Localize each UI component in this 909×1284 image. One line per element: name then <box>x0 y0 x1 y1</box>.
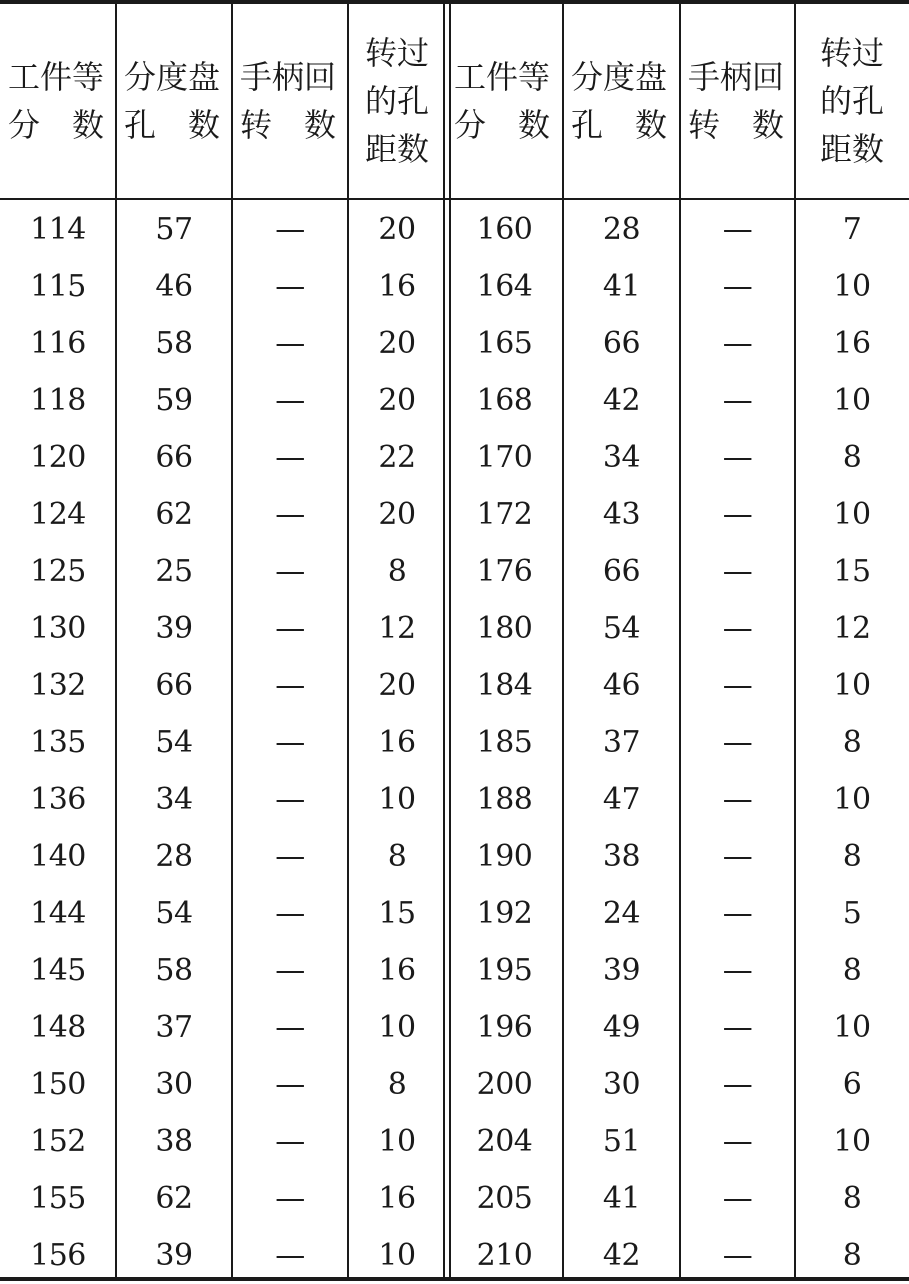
table-cell: 54 <box>602 611 641 646</box>
table-cell: 59 <box>155 383 193 418</box>
table-cell: 205 <box>476 1181 533 1216</box>
table-cell: — <box>275 896 305 931</box>
table-cell: 34 <box>602 440 641 475</box>
table-cell: 12 <box>833 611 871 646</box>
table-cell: — <box>275 839 305 874</box>
table-cell: 39 <box>155 611 193 646</box>
column-header-line: 孔 数 <box>571 106 668 144</box>
table-cell: 155 <box>30 1181 86 1216</box>
column-header-line: 的孔 <box>819 82 884 120</box>
table-cell: 15 <box>378 896 416 931</box>
table-cell: 41 <box>602 1181 641 1216</box>
table-cell: — <box>275 1181 305 1216</box>
table-cell: 28 <box>602 212 641 247</box>
table-cell: 145 <box>30 953 86 988</box>
table-cell: 25 <box>155 554 193 589</box>
table-cell: 54 <box>155 725 193 760</box>
column-header-line: 转过 <box>819 34 884 72</box>
table-cell: 132 <box>30 668 86 703</box>
column-header-line: 工件等 <box>454 58 551 96</box>
table-cell: 43 <box>602 497 641 532</box>
table-cell: 8 <box>842 440 862 475</box>
table-cell: 66 <box>155 440 193 475</box>
table-cell: 58 <box>155 326 193 361</box>
table-cell: 12 <box>378 611 416 646</box>
column-header <box>446 4 563 198</box>
table-cell: 16 <box>833 326 871 361</box>
table-cell: 118 <box>30 383 86 418</box>
table-cell: 28 <box>155 839 193 874</box>
table-cell: 165 <box>476 326 533 361</box>
table-cell: 20 <box>378 383 416 418</box>
column-header-line: 工件等 <box>8 58 105 96</box>
table-cell: 6 <box>842 1067 862 1102</box>
table-cell: 58 <box>155 953 193 988</box>
table-cell: — <box>722 725 753 760</box>
table-cell: 10 <box>378 1238 416 1273</box>
table-cell: 125 <box>30 554 86 589</box>
table-cell: 8 <box>842 725 862 760</box>
table-cell: 20 <box>378 497 416 532</box>
table-cell: 185 <box>476 725 533 760</box>
table-cell: 200 <box>476 1067 533 1102</box>
column-header-line: 手柄回 <box>240 58 337 96</box>
table-cell: — <box>275 725 305 760</box>
table-cell: 37 <box>602 725 641 760</box>
table-cell: 10 <box>833 668 871 703</box>
table-cell: 20 <box>378 668 416 703</box>
table-cell: 115 <box>30 269 86 304</box>
table-cell: 16 <box>378 725 416 760</box>
column-header-line: 分 数 <box>454 106 551 144</box>
column-header <box>348 4 446 198</box>
table-cell: 10 <box>833 782 871 817</box>
table-cell: — <box>275 326 305 361</box>
table-cell: — <box>722 269 753 304</box>
table-cell: — <box>722 1010 753 1045</box>
table-cell: 140 <box>30 839 86 874</box>
column-header <box>0 4 116 198</box>
table-cell: — <box>275 383 305 418</box>
table-cell: 164 <box>476 269 533 304</box>
table-cell: 195 <box>476 953 533 988</box>
table-cell: — <box>275 1124 305 1159</box>
table-cell: 190 <box>476 839 533 874</box>
table-cell: 8 <box>842 839 862 874</box>
table-cell: 144 <box>30 896 86 931</box>
table-cell: 8 <box>842 1238 862 1273</box>
column-header <box>680 4 795 198</box>
table-header-rule <box>0 198 909 200</box>
table-cell: 170 <box>476 440 533 475</box>
table-cell: 16 <box>378 269 416 304</box>
table-cell: 46 <box>602 668 641 703</box>
table-cell: 152 <box>30 1124 86 1159</box>
table-cell: 196 <box>476 1010 533 1045</box>
table-cell: 8 <box>387 554 407 589</box>
table-cell: 38 <box>155 1124 193 1159</box>
table-cell: — <box>275 212 305 247</box>
column-header <box>116 4 232 198</box>
table-cell: 51 <box>602 1124 641 1159</box>
column-header-line: 手柄回 <box>688 58 785 96</box>
table-cell: 176 <box>476 554 533 589</box>
table-cell: 148 <box>30 1010 86 1045</box>
table-cell: 172 <box>476 497 533 532</box>
table-cell: 8 <box>387 839 407 874</box>
table-cell: 180 <box>476 611 533 646</box>
table-cell: 54 <box>155 896 193 931</box>
table-cell: 39 <box>602 953 641 988</box>
table-cell: — <box>275 1238 305 1273</box>
table-cell: 24 <box>602 896 641 931</box>
table-cell: 135 <box>30 725 86 760</box>
table-cell: — <box>275 1067 305 1102</box>
table-cell: 150 <box>30 1067 86 1102</box>
table-cell: 15 <box>833 554 871 589</box>
table-cell: 184 <box>476 668 533 703</box>
table-cell: 38 <box>602 839 641 874</box>
table-cell: 10 <box>378 1124 416 1159</box>
table-cell: 66 <box>602 554 641 589</box>
table-cell: 57 <box>155 212 193 247</box>
table-cell: — <box>722 1067 753 1102</box>
table-cell: 210 <box>476 1238 533 1273</box>
table-cell: — <box>722 839 753 874</box>
table-cell: — <box>722 1181 753 1216</box>
table-cell: 39 <box>155 1238 193 1273</box>
column-header-line: 转 数 <box>240 106 337 144</box>
table-cell: 49 <box>602 1010 641 1045</box>
table-cell: — <box>275 554 305 589</box>
table-cell: — <box>722 212 753 247</box>
table-cell: 8 <box>842 953 862 988</box>
table-cell: 160 <box>476 212 533 247</box>
column-header <box>795 4 909 198</box>
column-header <box>232 4 348 198</box>
table-cell: 114 <box>30 212 86 247</box>
table-cell: 47 <box>602 782 641 817</box>
table-cell: — <box>275 269 305 304</box>
table-cell: — <box>275 611 305 646</box>
table-cell: 34 <box>155 782 193 817</box>
table-cell: 46 <box>155 269 193 304</box>
table-cell: — <box>722 896 753 931</box>
table-cell: 192 <box>476 896 533 931</box>
table-cell: 62 <box>155 1181 193 1216</box>
column-header-line: 距数 <box>364 130 429 168</box>
table-cell: — <box>722 383 753 418</box>
table-cell: 20 <box>378 326 416 361</box>
table-cell: — <box>275 782 305 817</box>
table-cell: 10 <box>833 1124 871 1159</box>
table-cell: 30 <box>155 1067 193 1102</box>
table-cell: — <box>722 1124 753 1159</box>
table-cell: 66 <box>155 668 193 703</box>
table-cell: — <box>275 440 305 475</box>
table-cell: 16 <box>378 953 416 988</box>
table-cell: 16 <box>378 1181 416 1216</box>
table-cell: — <box>722 440 753 475</box>
table-cell: 136 <box>30 782 86 817</box>
column-header-line: 的孔 <box>364 82 429 120</box>
table-cell: — <box>722 782 753 817</box>
table-cell: 41 <box>602 269 641 304</box>
table-cell: — <box>722 611 753 646</box>
table-cell: 168 <box>476 383 533 418</box>
table-cell: — <box>722 953 753 988</box>
table-cell: 20 <box>378 212 416 247</box>
table-cell: 120 <box>30 440 86 475</box>
table-cell: — <box>722 1238 753 1273</box>
table-cell: 10 <box>378 1010 416 1045</box>
table-cell: — <box>275 1010 305 1045</box>
table-cell: — <box>722 326 753 361</box>
table-cell: — <box>722 497 753 532</box>
table-cell: 5 <box>842 896 862 931</box>
table-cell: 30 <box>602 1067 641 1102</box>
table-cell: 8 <box>842 1181 862 1216</box>
table-cell: — <box>275 953 305 988</box>
table-cell: — <box>275 668 305 703</box>
table-cell: 37 <box>155 1010 193 1045</box>
table-cell: 204 <box>476 1124 533 1159</box>
table-cell: 62 <box>155 497 193 532</box>
table-cell: 188 <box>476 782 533 817</box>
table-cell: 10 <box>833 269 871 304</box>
table-cell: 10 <box>378 782 416 817</box>
table-cell: 66 <box>602 326 641 361</box>
table-cell: 10 <box>833 383 871 418</box>
table-cell: 10 <box>833 497 871 532</box>
table-cell: 42 <box>602 1238 641 1273</box>
table-cell: — <box>275 497 305 532</box>
table-cell: 10 <box>833 1010 871 1045</box>
table-cell: 130 <box>30 611 86 646</box>
table-cell: — <box>722 554 753 589</box>
column-header-line: 孔 数 <box>124 106 221 144</box>
table-cell: 124 <box>30 497 86 532</box>
column-header-line: 分 数 <box>8 106 105 144</box>
table-cell: 22 <box>378 440 416 475</box>
column-header-line: 距数 <box>819 130 884 168</box>
table-cell: 156 <box>30 1238 86 1273</box>
table-cell: 7 <box>842 212 862 247</box>
column-header-line: 分度盘 <box>571 58 668 96</box>
column-header-line: 转 数 <box>688 106 785 144</box>
column-header-line: 分度盘 <box>124 58 221 96</box>
table-cell: 8 <box>387 1067 407 1102</box>
column-header <box>563 4 680 198</box>
column-header-line: 转过 <box>364 34 429 72</box>
table-cell: 42 <box>602 383 641 418</box>
table-cell: 116 <box>30 326 86 361</box>
table-cell: — <box>722 668 753 703</box>
